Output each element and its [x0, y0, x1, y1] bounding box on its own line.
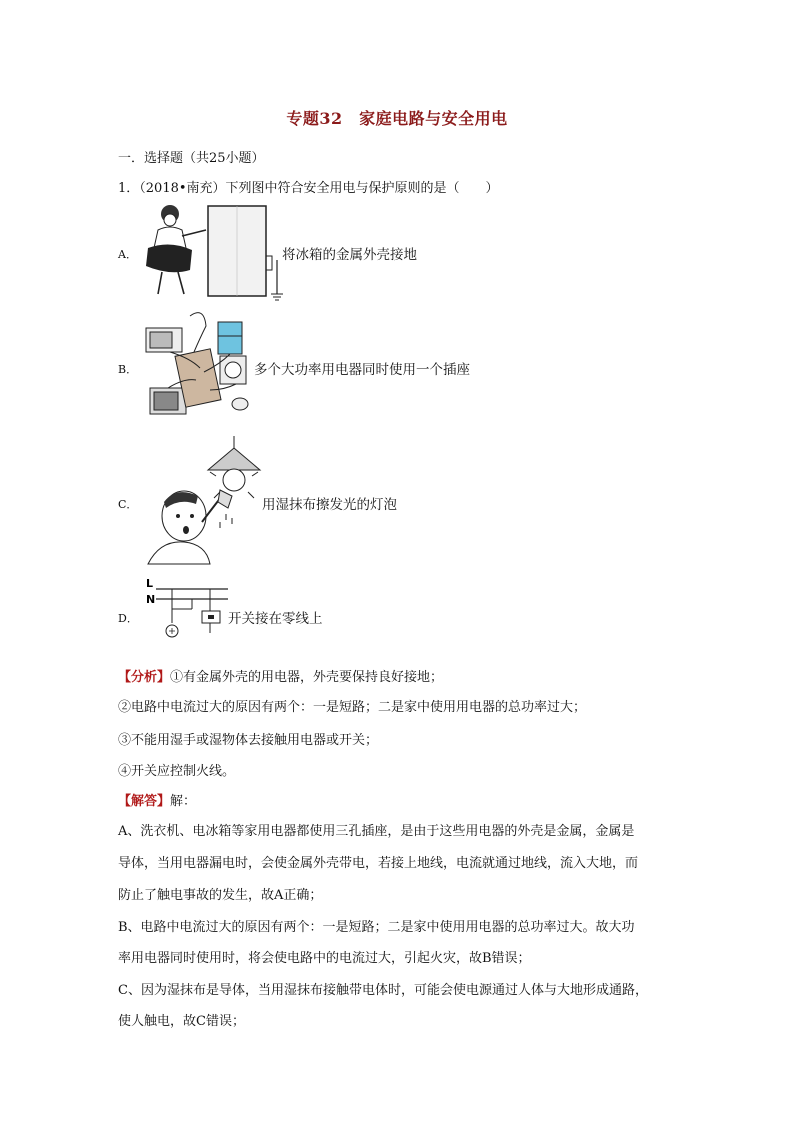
- option-d-caption: 开关接在零线上: [228, 611, 323, 627]
- option-b-letter: B．: [118, 363, 138, 376]
- analysis-line-3: ③不能用湿手或湿物体去接触用电器或开关；: [118, 733, 379, 748]
- answer-line: 防止了触电事故的发生，故A正确；: [118, 888, 323, 903]
- page-title: 专题32 家庭电路与安全用电: [286, 109, 508, 128]
- wet-cloth-bulb-illustration: [140, 436, 264, 566]
- analysis-text-1: ①有金属外壳的用电器，外壳要保持良好接地；: [170, 670, 444, 685]
- option-a-letter: A．: [118, 248, 137, 261]
- analysis-line-4: ④开关应控制火线。: [118, 764, 236, 779]
- option-a-caption: 将冰箱的金属外壳接地: [282, 247, 417, 263]
- answer-line: A、洗衣机、电冰箱等家用电器都使用三孔插座，是由于这些用电器的外壳是金属，金属是: [118, 824, 635, 839]
- refrigerator-grounding-illustration: [140, 200, 290, 302]
- overloaded-socket-illustration: [140, 308, 258, 418]
- option-b-caption-text: 多个大功率用电器同时使用一个插座: [254, 362, 470, 378]
- question-text: 1．（2018•南充）下列图中符合安全用电与保护原则的是（ ）: [118, 181, 499, 196]
- neutral-wire-label: N: [146, 593, 156, 606]
- analysis-line-2: ②电路中电流过大的原因有两个：一是短路；二是家中使用用电器的总功率过大；: [118, 700, 587, 715]
- answer-heading: [118, 790, 196, 809]
- option-d-letter: D．: [118, 612, 138, 625]
- answer-line: 导体，当用电器漏电时，会使金属外壳带电，若接上地线，电流就通过地线，流入大地，而: [118, 856, 639, 871]
- answer-line: B、电路中电流过大的原因有两个：一是短路；二是家中使用用电器的总功率过大。故大功: [118, 920, 635, 935]
- option-c-letter: C．: [118, 498, 138, 511]
- answer-intro: 解：: [170, 794, 197, 809]
- live-wire-label: L: [146, 577, 154, 590]
- answer-line: C、因为湿抹布是导体，当用湿抹布接触带电体时，可能会使电源通过人体与大地形成通路，: [118, 983, 648, 998]
- option-c-caption: 用湿抹布擦发光的灯泡: [262, 497, 397, 513]
- answer-line: 率用电器同时使用时，将会使电路中的电流过大，引起火灾，故B错误；: [118, 951, 531, 966]
- answer-label: 【解答】: [118, 794, 171, 809]
- answer-line: 使人触电，故C错误；: [118, 1014, 245, 1029]
- switch-circuit-diagram: [140, 575, 230, 653]
- section-heading: 一．选择题（共25小题）: [118, 151, 265, 166]
- analysis-line-1: [118, 666, 443, 685]
- analysis-label: 【分析】: [118, 670, 171, 685]
